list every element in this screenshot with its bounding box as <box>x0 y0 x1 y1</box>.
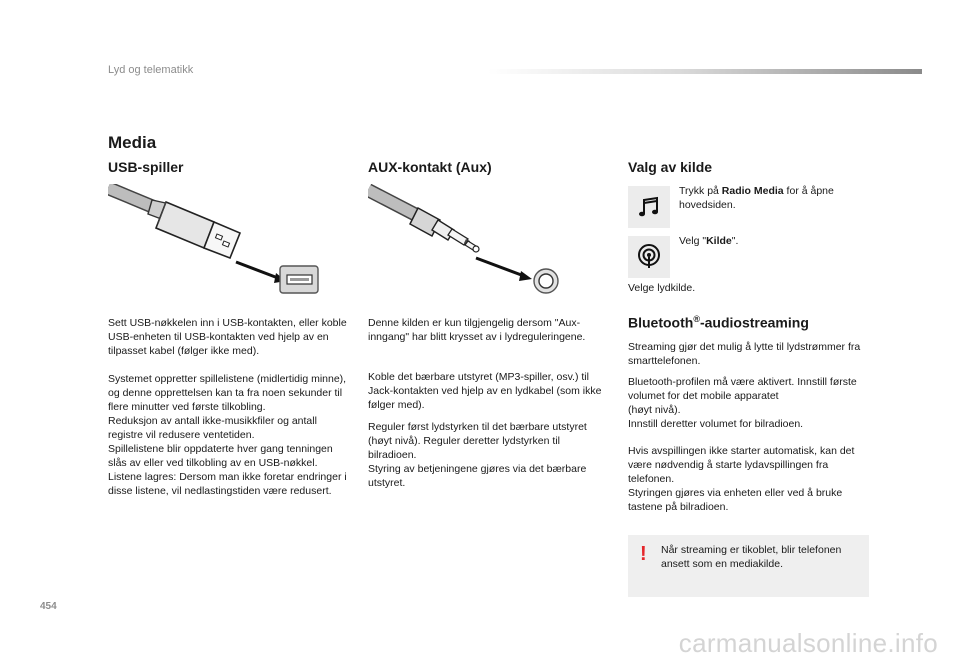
source-step-1: Trykk på Radio Media for å åpne hovedsiden. <box>679 185 834 211</box>
header-divider <box>488 69 922 74</box>
aux-paragraph-2: Koble det bærbare utstyret (MP3-spiller, osv.) til Jack-kontakten ved hjelp av en lydkabel (som ikke følger med). <box>368 371 602 411</box>
music-note-icon <box>628 186 670 228</box>
warning-icon: ! <box>640 543 647 565</box>
usb-paragraph-1: Sett USB-nøkkelen inn i USB-kontakten, eller koble USB-enheten til USB-kontakten ved hjelp av en tilpasset kabel (følger ikke med). <box>108 317 347 357</box>
bluetooth-paragraph-3: Hvis avspillingen ikke starter automatisk, kan det være nødvendig å starte lydavspillingen fra telefonen. Styringen gjøres via enheten eller ved å bruke tastene på bilradioen. <box>628 445 855 513</box>
aux-paragraph-3: Reguler først lydstyrken til det bærbare utstyret (høyt nivå). Reguler deretter lydstyrken til bilradioen. Styring av betjeningene gjøres via det bærbare utstyret. <box>368 421 587 489</box>
source-step-2: Velg "Kilde". <box>679 235 739 247</box>
radio-source-icon <box>628 236 670 278</box>
usb-paragraph-2: Systemet oppretter spillelistene (midlertidig minne), og denne opprettelsen kan ta fra noen sekunder til flere minutter ved første tilkobling. Reduksjon av antall ikke-musikkfiler og antall registre vil redusere ventetiden. Spillelistene blir oppdaterte hver gang tenningen slås av eller ved tilkobling av en USB-nøkkel. Listene lagres: Dersom man ikke foretar endringer i disse listene, vil nedlastingstiden være redusert. <box>108 373 347 497</box>
bluetooth-paragraph-1: Streaming gjør det mulig å lytte til lydstrømmer fra smarttelefonen. <box>628 341 861 367</box>
source-step-3: Velge lydkilde. <box>628 282 696 294</box>
bluetooth-heading: Bluetooth®-audiostreaming <box>628 314 809 331</box>
page-number: 454 <box>40 601 57 612</box>
aux-heading: AUX-kontakt (Aux) <box>368 159 492 175</box>
usb-heading: USB-spiller <box>108 159 184 175</box>
header-title: Lyd og telematikk <box>108 64 194 76</box>
watermark: carmanualsonline.info <box>678 628 938 658</box>
aux-paragraph-1: Denne kilden er kun tilgjengelig dersom "Aux-inngang" har blitt krysset av i lydreguleringene. <box>368 317 586 343</box>
note-text: Når streaming er tikoblet, blir telefonen ansett som en mediakilde. <box>661 544 842 570</box>
aux-jack-illustration <box>368 184 568 296</box>
source-heading: Valg av kilde <box>628 159 713 175</box>
section-title: Media <box>108 133 157 152</box>
usb-illustration <box>108 184 328 296</box>
bluetooth-paragraph-2: Bluetooth-profilen må være aktivert. Innstill første volumet for det mobile apparatet (høyt nivå). Innstill deretter volumet for bilradioen. <box>628 376 857 430</box>
